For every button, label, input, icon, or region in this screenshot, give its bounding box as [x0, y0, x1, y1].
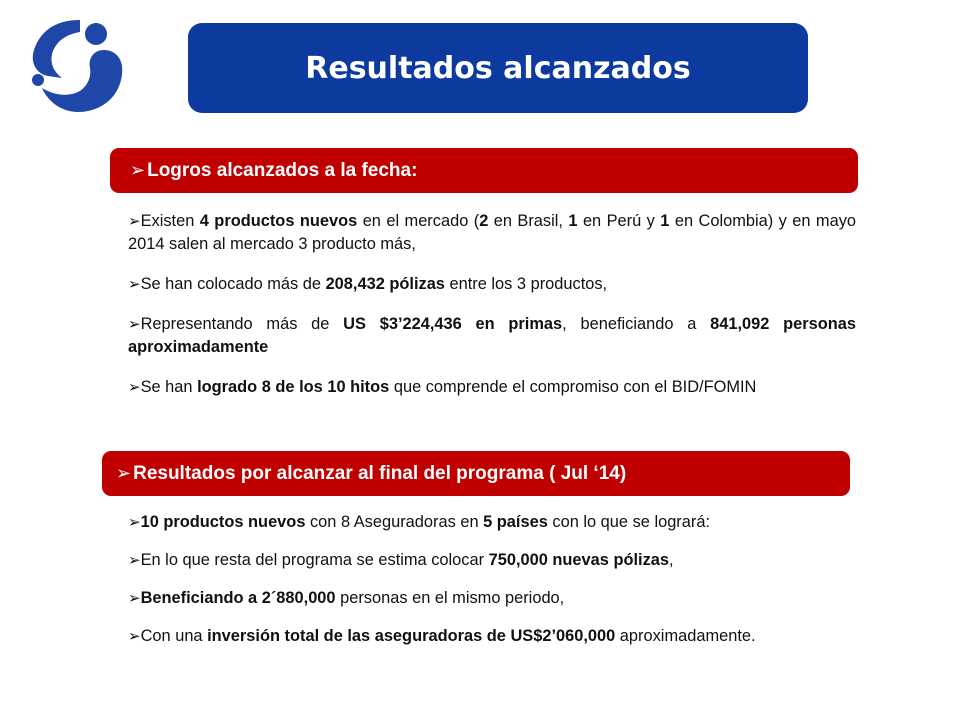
arrow-bullet-icon: ➢ — [116, 463, 132, 483]
text-run: en el mercado ( — [357, 212, 480, 230]
list-item — [128, 376, 856, 399]
arrow-bullet-icon: ➢ — [128, 276, 141, 293]
text-run: en Perú y — [577, 212, 661, 230]
bold-text: logrado 8 de los 10 hitos — [197, 378, 390, 396]
bold-text: inversión total de las aseguradoras de US$2’060,000 — [207, 627, 616, 645]
bold-text: 5 países — [483, 513, 548, 531]
text-run: , beneficiando a — [562, 315, 711, 333]
section-heading-label: Logros alcanzados a la fecha: — [147, 159, 418, 181]
text-run: que comprende el compromiso con el BID/FOMIN — [389, 378, 757, 396]
list-item — [128, 313, 856, 359]
resultados-list — [128, 511, 856, 663]
text-run: en Brasil, — [488, 212, 569, 230]
bold-text: 750,000 nuevas pólizas — [488, 551, 670, 569]
arrow-bullet-icon: ➢ — [128, 590, 141, 607]
arrow-bullet-icon: ➢ — [128, 514, 141, 531]
bold-text: 1 — [660, 212, 670, 230]
list-item — [128, 587, 856, 610]
list-item — [128, 625, 856, 648]
text-run: entre los 3 productos, — [444, 275, 608, 293]
arrow-bullet-icon: ➢ — [130, 160, 146, 180]
list-item — [128, 210, 856, 256]
bold-text: Beneficiando a 2´880,000 — [140, 589, 336, 607]
text-run: , — [669, 551, 674, 569]
text-run: con lo que se logrará: — [547, 513, 711, 531]
text-run: personas en el mismo periodo, — [335, 589, 565, 607]
arrow-bullet-icon: ➢ — [128, 552, 141, 569]
bold-text: 1 — [568, 212, 578, 230]
text-run: Se han colocado más de — [140, 275, 326, 293]
arrow-bullet-icon: ➢ — [128, 628, 141, 645]
text-run: Existen — [140, 212, 200, 230]
section-heading-resultados — [102, 451, 850, 496]
section-heading-label: Resultados por alcanzar al final del programa ( Jul ‘14) — [133, 462, 627, 484]
title-bar — [188, 23, 808, 113]
bold-text: 4 productos nuevos — [199, 212, 358, 230]
section-heading-logros — [110, 148, 858, 193]
bold-text: 208,432 pólizas — [325, 275, 445, 293]
text-run: en Colombia) y en mayo 2014 salen al mercado 3 producto más, — [128, 212, 857, 253]
list-item — [128, 273, 856, 296]
list-item — [128, 549, 856, 572]
text-run: Se han — [140, 378, 198, 396]
page-title: Resultados alcanzados — [305, 50, 691, 86]
text-run: Con una — [140, 627, 208, 645]
bold-text: US $3’224,436 en primas — [343, 315, 563, 333]
bold-text: 841,092 personas aproximadamente — [128, 315, 856, 356]
text-run: En lo que resta del programa se estima colocar — [140, 551, 489, 569]
text-run: con 8 Aseguradoras en — [305, 513, 484, 531]
list-item — [128, 511, 856, 534]
bold-text: 2 — [479, 212, 489, 230]
arrow-bullet-icon: ➢ — [128, 316, 141, 333]
bold-text: 10 productos nuevos — [140, 513, 306, 531]
arrow-bullet-icon: ➢ — [128, 213, 141, 230]
brand-logo-icon — [18, 14, 130, 120]
arrow-bullet-icon: ➢ — [128, 379, 141, 396]
text-run: Representando más de — [140, 315, 344, 333]
logros-list — [128, 210, 856, 416]
text-run: aproximadamente. — [615, 627, 756, 645]
